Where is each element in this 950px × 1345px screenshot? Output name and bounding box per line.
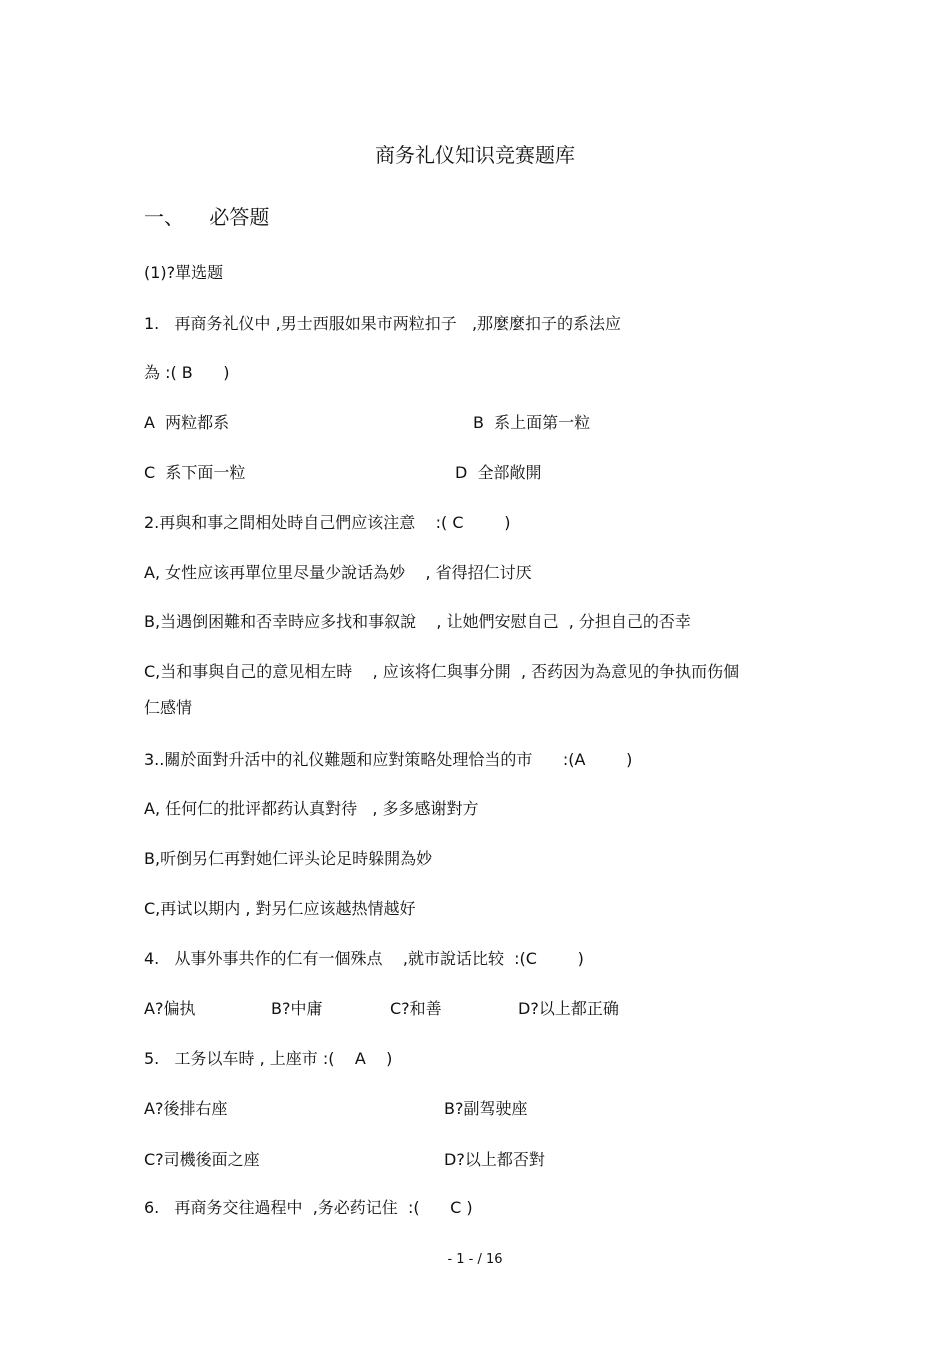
question-2-option-b: B,当遇倒困難和否幸時应多找和事叙說 , 让她們安慰自己 , 分担自己的否幸 [144,612,691,631]
question-1-stem-line2: 為 :( B ) [144,363,230,382]
question-5-option-d: D?以上都否對 [444,1150,545,1169]
question-4-option-d: D?以上都正确 [518,999,619,1018]
question-2-option-a: A, 女性应该再單位里尽量少說话為妙 , 省得招仁讨厌 [144,563,532,582]
question-3-stem: 3..關於面對升活中的礼仪難题和应對策略处理恰当的市 :(A ) [144,750,633,769]
question-2-option-c-line2: 仁感情 [144,698,193,717]
section-heading: 一、 必答题 [144,205,270,229]
question-1-option-d: D 全部敞開 [455,463,542,482]
question-6-stem: 6. 再商务交往過程中 ,务必药记住 :( C ) [144,1198,473,1217]
question-4-option-c: C?和善 [390,999,442,1018]
question-1-option-c: C 系下面一粒 [144,463,246,482]
question-1-stem-line1: 1. 再商务礼仪中 ,男士西服如果市两粒扣子 ,那麼麼扣子的系法应 [144,314,622,333]
question-5-stem: 5. 工务以车時 , 上座市 :( A ) [144,1049,393,1068]
page-number: - 1 - / 16 [447,1252,503,1267]
question-1-option-a: A 两粒都系 [144,413,230,432]
question-4-option-b: B?中庸 [271,999,323,1018]
question-3-option-b: B,听倒另仁再對她仁评头论足時躲開為妙 [144,849,433,868]
question-1-option-b: B 系上面第一粒 [473,413,591,432]
question-2-option-c-line1: C,当和事與自己的意见相左時 , 应该将仁與事分開 , 否药因为為意见的争执而伤個 [144,662,740,681]
question-2-stem: 2.再與和事之間相处時自己們应该注意 :( C ) [144,513,511,532]
subsection-heading: (1)?單选题 [144,263,224,282]
question-4-stem: 4. 从事外事共作的仁有一個殊点 ,就市說话比较 :(C ) [144,949,584,968]
question-4-option-a: A?偏执 [144,999,196,1018]
question-3-option-c: C,再试以期内 , 對另仁应该越热情越好 [144,899,416,918]
question-3-option-a: A, 任何仁的批评都药认真對待 , 多多感谢對方 [144,799,479,818]
question-5-option-c: C?司機後面之座 [144,1150,260,1169]
document-title: 商务礼仪知识竞赛题库 [375,143,575,167]
question-5-option-a: A?後排右座 [144,1099,228,1118]
question-5-option-b: B?副驾驶座 [444,1099,528,1118]
